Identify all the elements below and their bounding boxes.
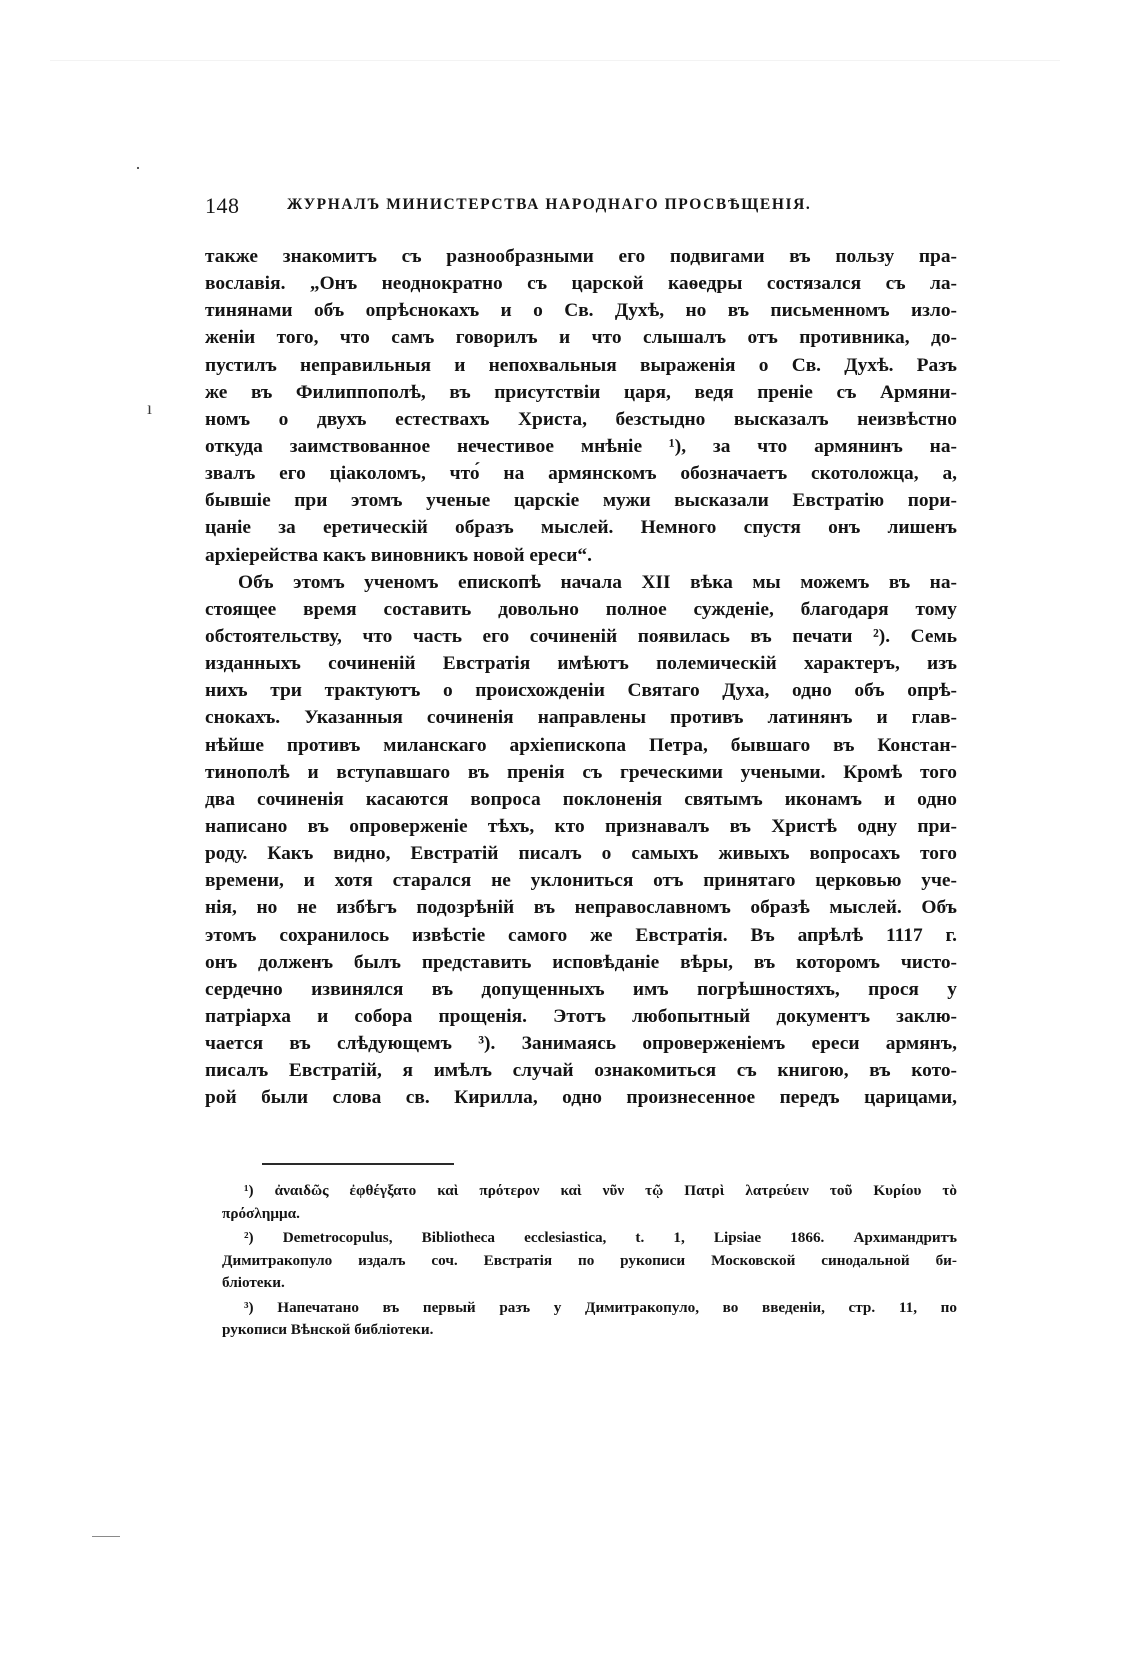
body-line: стоящее время составить довольно полное сужденіе, благодаря тому [205, 598, 957, 620]
footnotes [222, 1180, 957, 1342]
body-line: номъ о двухъ естествахъ Христа, безстыдно высказалъ неизвѣстно [205, 408, 957, 430]
body-line: же въ Филиппополѣ, въ присутствіи царя, ведя преніе съ Армяни- [205, 381, 957, 403]
body-line: Объ этомъ ученомъ епископѣ начала XII вѣка мы можемъ въ на- [238, 571, 957, 593]
footnote-3-line: рукописи Вѣнской библіотеки. [222, 1321, 434, 1338]
body-line: сердечно извинялся въ допущенныхъ имъ погрѣшностяхъ, прося у [205, 978, 957, 1000]
body-line: тинянами объ опрѣснокахъ и о Св. Духѣ, но въ письменномъ изло- [205, 300, 957, 322]
body-line: снокахъ. Указанныя сочиненія направлены противъ латинянъ и глав- [205, 707, 957, 729]
body-line: писалъ Евстратій, я имѣлъ случай ознакомиться съ книгою, въ кото- [205, 1060, 957, 1082]
body-line: нія, но не избѣгъ подозрѣній въ неправославномъ образѣ мыслей. Объ [205, 897, 957, 919]
footnote-3-line: ³) Напечатано въ первый разъ у Димитракопуло, во введеніи, стр. 11, по [244, 1298, 957, 1316]
body-line: звалъ его ціаколомъ, что́ на армянскомъ обозначаетъ скотоложца, а, [205, 463, 957, 485]
body-text [205, 243, 957, 1112]
body-line: роду. Какъ видно, Евстратій писалъ о самыхъ живыхъ вопросахъ того [205, 843, 957, 865]
body-line: вославія. „Онъ неоднократно съ царской каѳедры состязался съ ла- [205, 273, 957, 295]
body-line: нѣйше противъ миланскаго архіепископа Петра, бывшаго въ Констан- [205, 734, 957, 756]
footnote-2-line: бліотеки. [222, 1274, 285, 1291]
body-line: женіи того, что самъ говорилъ и что слышалъ отъ противника, до- [205, 327, 957, 349]
body-line: также знакомитъ съ разнообразными его подвигами въ пользу пра- [205, 246, 957, 267]
scan-edge-shade [50, 60, 1060, 61]
body-line: два сочиненія касаются вопроса поклоненія святымъ иконамъ и одно [205, 788, 957, 810]
body-line: чается въ слѣдующемъ ³). Занимаясь опроверженіемъ ереси армянъ, [205, 1033, 957, 1055]
margin-dot: · [135, 158, 141, 178]
body-line: откуда заимствованное нечестивое мнѣніе ¹), за что армянинъ на- [205, 435, 957, 457]
body-line: написано въ опроверженіе тѣхъ, кто признавалъ въ Христѣ одну при- [205, 815, 957, 837]
body-line: цаніе за еретическій образъ мыслей. Немного спустя онъ лишенъ [205, 517, 957, 539]
body-line: обстоятельству, что часть его сочиненій появилась въ печати ²). Семь [205, 625, 957, 647]
page-number: 148 [205, 193, 240, 218]
body-line: тинополѣ и вступавшаго въ пренія съ греческими учеными. Кромѣ того [205, 761, 957, 783]
margin-mark: ı [147, 398, 153, 418]
body-line: этомъ сохранилось извѣстіе самого же Евстратія. Въ апрѣлѣ 1117 г. [205, 924, 957, 946]
footnote-1-line: πρόσλημμα. [222, 1204, 300, 1222]
body-line: патріарха и собора прощенія. Этотъ любопытный документъ заклю- [205, 1005, 957, 1027]
running-title: ЖУРНАЛЪ МИНИСТЕРСТВА НАРОДНАГО ПРОСВѢЩЕНІЯ. [287, 196, 812, 213]
body-line: нихъ три трактуютъ о происхожденіи Святаго Духа, одно объ опрѣ- [205, 680, 957, 702]
body-line: рой были слова св. Кирилла, одно произнесенное передъ царицами, [205, 1087, 957, 1109]
body-line: архіерейства какъ виновникъ новой ереси“. [205, 544, 592, 566]
footnote-2-line: ²) Demetrocopulus, Bibliotheca ecclesiastica, t. 1, Lipsiae 1866. Архимандритъ [244, 1229, 957, 1246]
body-line: времени, и хотя старался не уклониться отъ принятаго церковью уче- [205, 870, 957, 892]
body-line: изданныхъ сочиненій Евстратія имѣютъ полемическій характеръ, изъ [205, 653, 957, 675]
footnote-2-line: Димитракопуло издалъ соч. Евстратія по рукописи Московской синодальной би- [222, 1251, 957, 1269]
scan-margin-tick [92, 1536, 120, 1537]
page-header [205, 193, 965, 223]
footnote-rule [262, 1163, 454, 1165]
body-line: бывшіе при этомъ ученые царскіе мужи высказали Евстратію пори- [205, 490, 957, 512]
body-line: пустилъ неправильныя и непохвальныя выраженія о Св. Духѣ. Разъ [205, 354, 957, 376]
body-line: онъ долженъ былъ представить исповѣданіе вѣры, въ которомъ чисто- [205, 951, 957, 973]
footnote-1-line: ¹) ἀναιδῶς ἐφθέγξατο καὶ πρότερον καὶ νῦν τῷ Πατρὶ λατρεύειν τοῦ Κυρίου τὸ [244, 1182, 957, 1199]
